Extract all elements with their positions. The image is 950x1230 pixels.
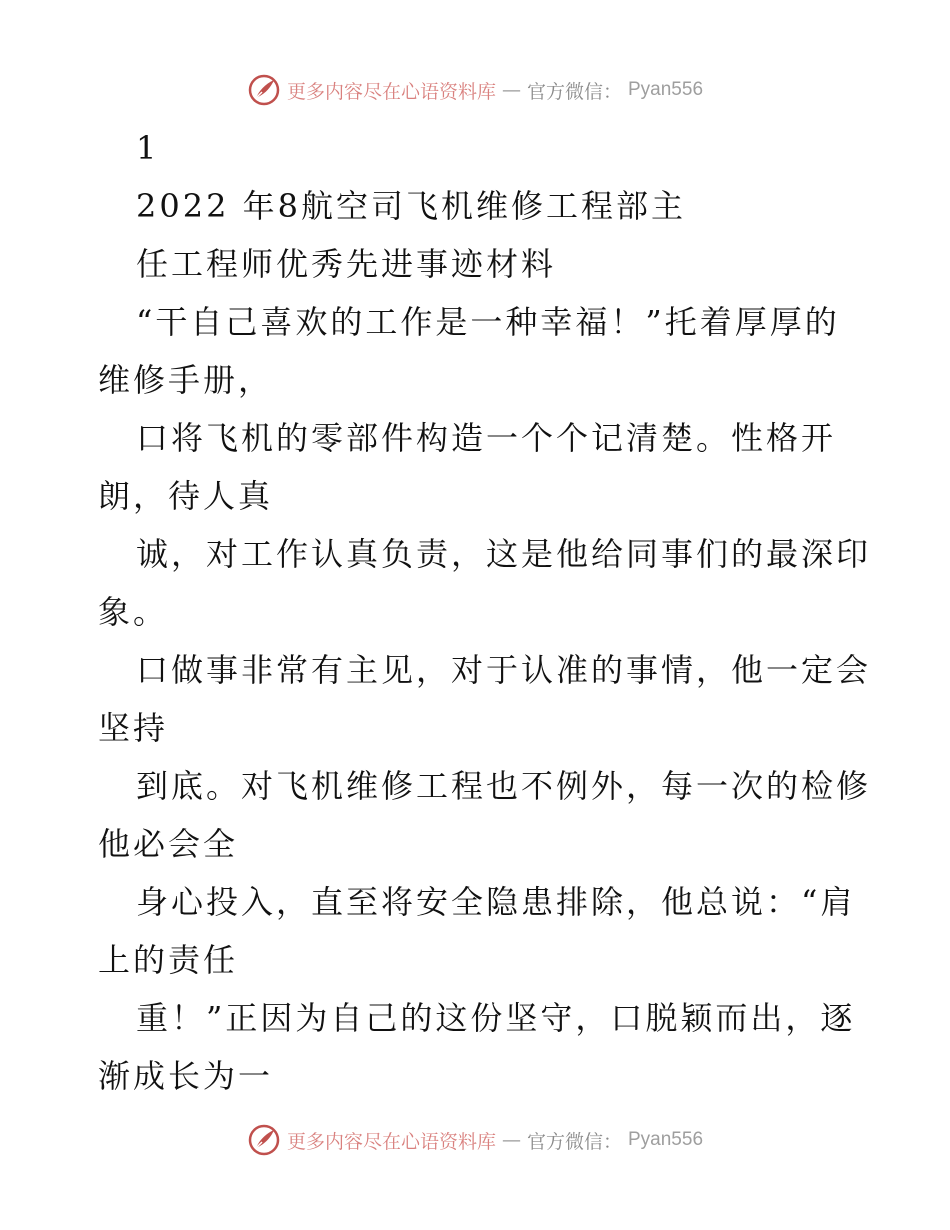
body-line: 渐成长为一 [98, 1057, 274, 1095]
quill-logo-icon [247, 1123, 281, 1157]
body-line: 到底。对飞机维修工程也不例外，每一次的检修 [136, 767, 872, 805]
watermark-wechat-id: Pyan556 [628, 79, 704, 100]
body-line: 重！”正因为自己的这份坚守，口脱颖而出，逐 [136, 999, 856, 1037]
watermark-site-text: 更多内容尽在心语资料库 [286, 80, 496, 103]
page-number: 1 [136, 129, 160, 167]
body-line: 维修手册， [98, 361, 274, 399]
watermark-dash: — [501, 1129, 521, 1151]
body-line: 象。 [98, 593, 169, 631]
body-line: “干自己喜欢的工作是一种幸福！”托着厚厚的 [136, 303, 840, 341]
body-line: 朗，待人真 [98, 477, 274, 515]
body-line: 身心投入，直至将安全隐患排除，他总说：“肩 [136, 883, 856, 921]
body-line: 坚持 [98, 709, 169, 747]
watermark-site-text: 更多内容尽在心语资料库 [286, 1130, 496, 1153]
header-watermark [0, 70, 950, 110]
watermark-label: 官方微信： [526, 1130, 622, 1153]
body-line: 诚，对工作认真负责，这是他给同事们的最深印 [136, 535, 872, 573]
body-line: 上的责任 [98, 941, 239, 979]
body-line: 口将飞机的零部件构造一个个记清楚。性格开 [136, 419, 837, 457]
body-line: 他必会全 [98, 825, 239, 863]
watermark-dash: — [501, 79, 521, 101]
quill-logo-icon [247, 73, 281, 107]
document-title-line-1: 2022 年8航空司飞机维修工程部主 [136, 187, 686, 225]
body-line: 口做事非常有主见，对于认准的事情，他一定会 [136, 651, 872, 689]
watermark-label: 官方微信： [526, 80, 622, 103]
footer-watermark [0, 1120, 950, 1160]
document-title-line-2: 任工程师优秀先进事迹材料 [136, 245, 557, 283]
watermark-wechat-id: Pyan556 [628, 1129, 704, 1150]
